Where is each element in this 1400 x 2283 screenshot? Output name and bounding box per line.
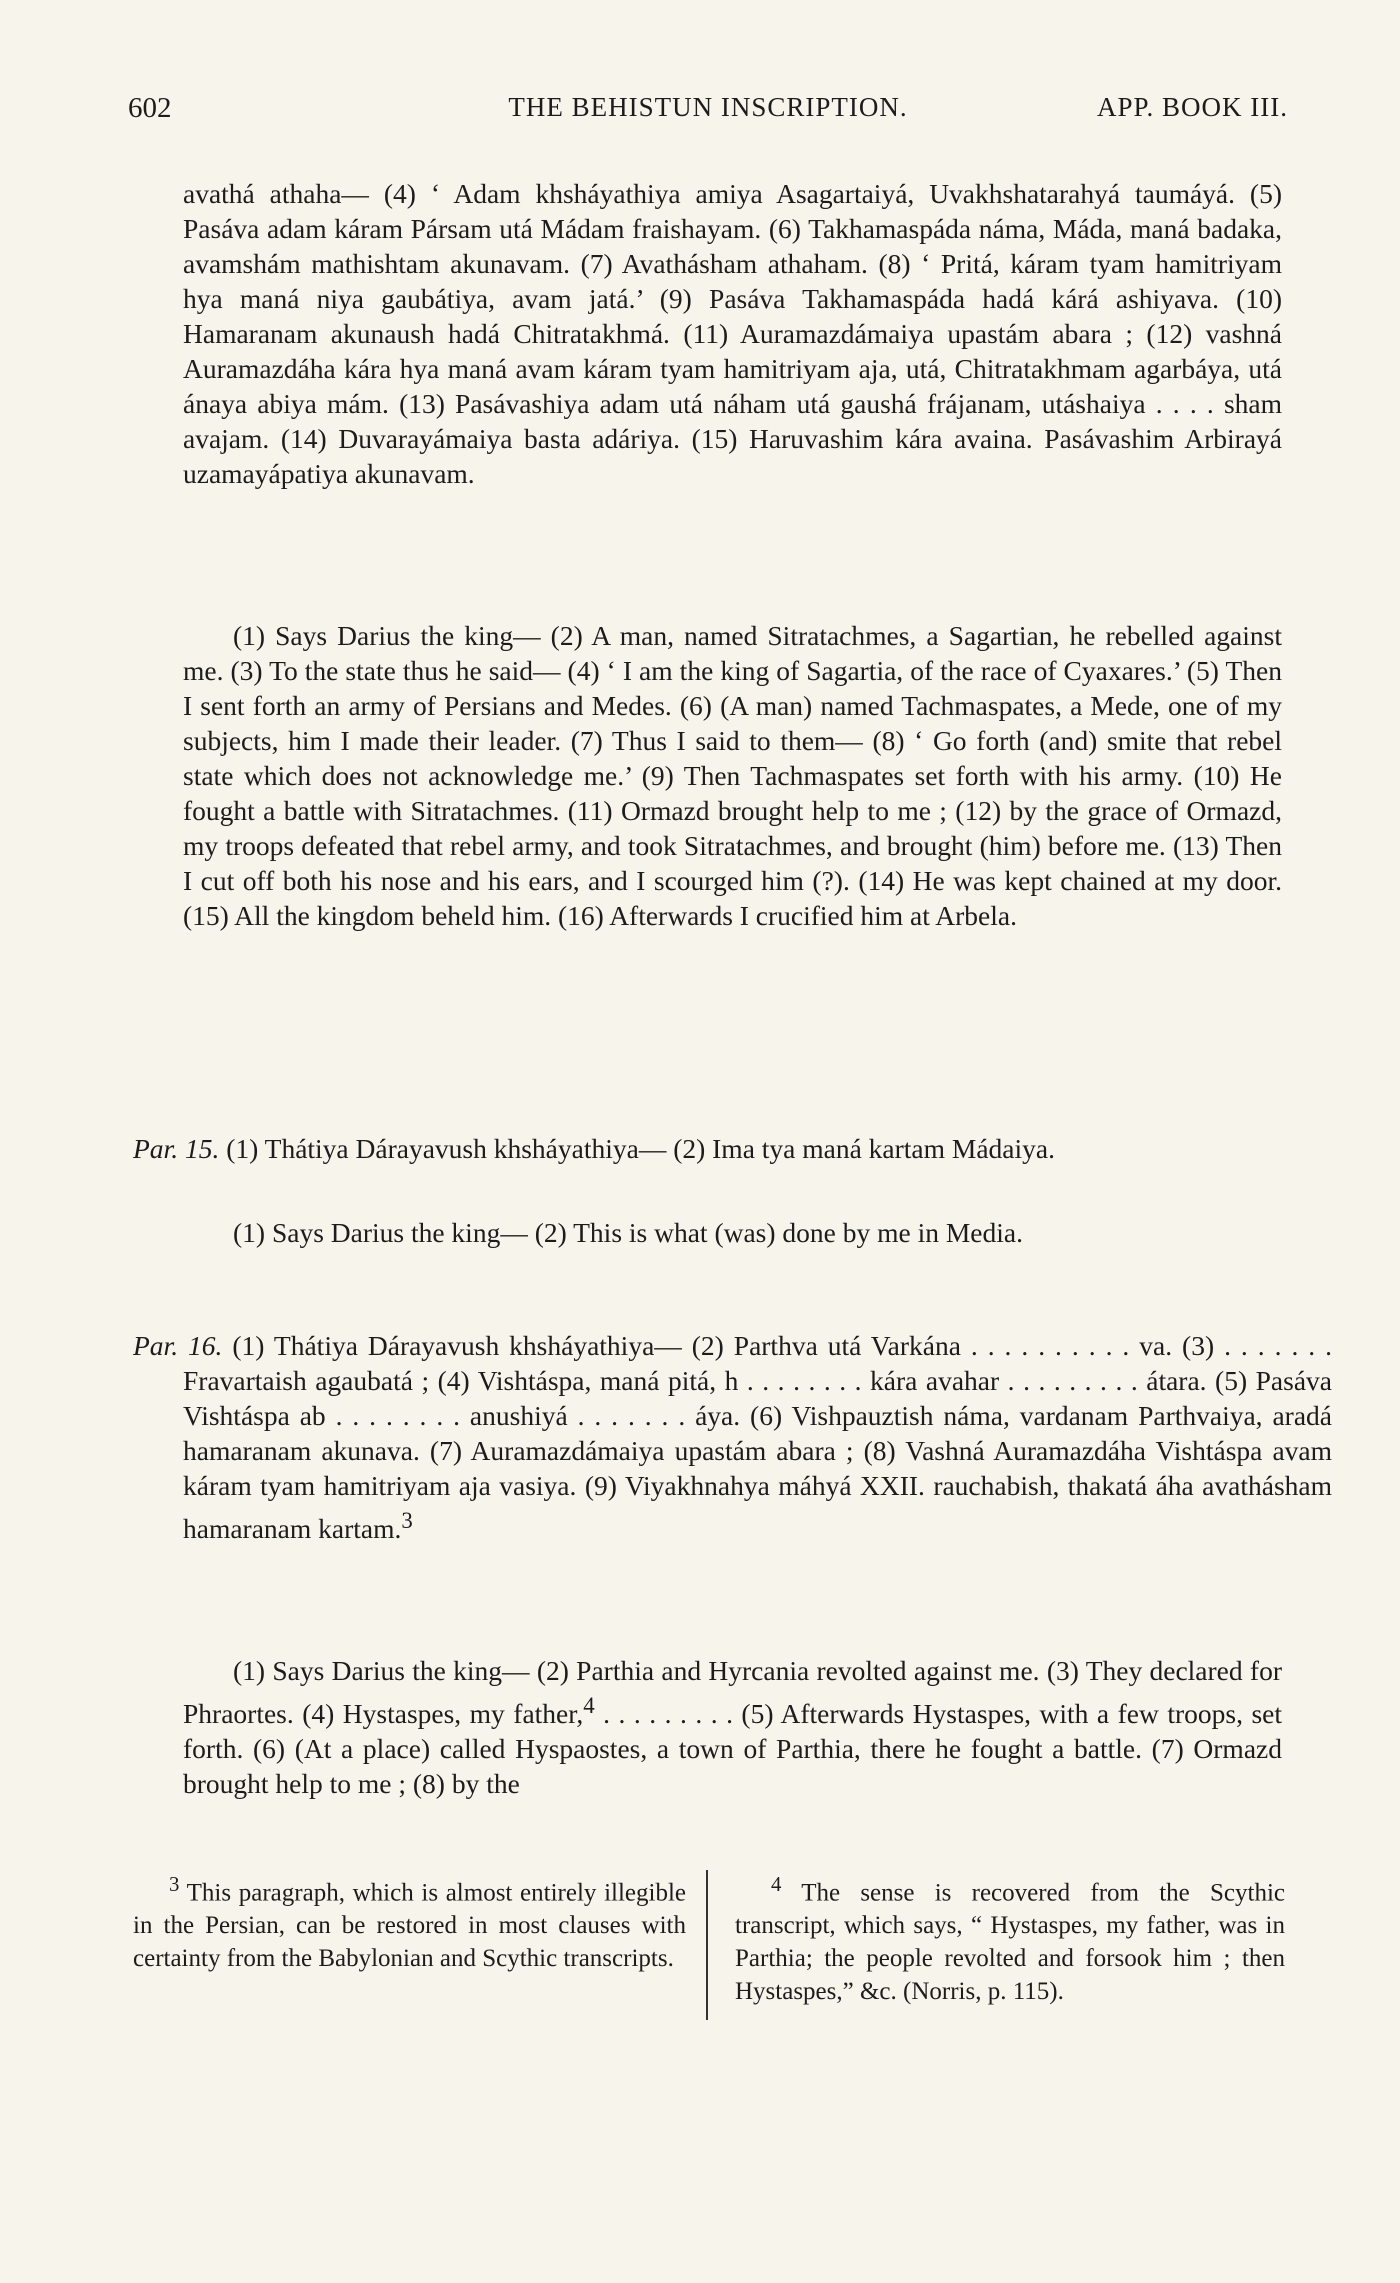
par-16-text: (1) Thátiya Dárayavush khsháyathiya— (2) Parthva utá Varkána . . . . . . . . . . va. (3) . . . . . . . Fravartaish agaubatá ; (4) Vishtáspa, maná pitá, h . . . . . . . . kára avahar . . . . . . . . . átara. (5) Pasáva Vishtáspa ab . . . . . . . . anushiyá . . . . . . . áya. (6) Vishpauztish náma, vardanam Parthvaiya, aradá hamaranam akunava. (7) Auramazdámaiya upastám abara ; (8) Vashná Auramazdáha Vishtáspa avam káram tyam hamitriyam aja vasiya. (9) Viyakhnahya máhyá XXII. rauchabish, thakatá áha avathásham hamaranam kartam. (183, 1330, 1332, 1545)
footnote-4 (735, 1868, 1285, 2008)
footnote-ref-3[interactable]: 3 (401, 1508, 413, 1533)
footnote-ref-4[interactable]: 4 (583, 1693, 595, 1718)
transliteration-par-15 (133, 1131, 1332, 1166)
footnote-4-text: The sense is recovered from the Scythic transcript, which says, “ Hystaspes, my father, was in Parthia; the people revolted and forsook him ; then Hystaspes,” &c. (Norris, p. 115). (735, 1879, 1285, 2006)
footnote-3 (133, 1868, 686, 1975)
par-16-label: Par. 16. (133, 1330, 223, 1361)
transliteration-par-14: avathá athaha— (4) ‘ Adam khsháyathiya amiya Asagartaiyá, Uvakhshatarahyá taumáyá. (5) Pasáva adam káram Pársam utá Mádam fraishayam. (6) Takhamaspáda náma, Máda, maná badaka, avamshám mathishtam akunavam. (7) Avathásham athaham. (8) ‘ Pritá, káram tyam hamitriyam hya maná niya gaubátiya, avam jatá.’ (9) Pasáva Takhamaspáda hadá kárá ashiyava. (10) Hamaranam akunaush hadá Chitratakhmá. (11) Auramazdámaiya upastám abara ; (12) vashná Auramazdáha kára hya maná avam káram tyam hamitriyam aja, utá, Chitratakhmam agarbáya, utá ánaya abiya mám. (13) Pasávashiya adam utá náham utá gaushá frájanam, utáshaiya . . . . sham avajam. (14) Duvarayámaiya basta adáriya. (15) Haruvashim kára avaina. Pasávashim Arbirayá uzamayápatiya akunavam. (183, 178, 1282, 489)
page-number: 602 (128, 92, 172, 124)
translation-par-16 (183, 1653, 1282, 1801)
footnote-4-marker: 4 (771, 1872, 782, 1896)
par-15-label: Par. 15. (133, 1133, 220, 1164)
translation-16-part-a: (1) Says Darius the king— (2) Parthia and Hyrcania revolted against me. (3) They declared for Phraortes. (4) Hystaspes, my father, (183, 1655, 1282, 1730)
section-reference: APP. BOOK III. (1096, 92, 1288, 122)
transliteration-par-16 (133, 1328, 1332, 1546)
translation-par-15: (1) Says Darius the king— (2) This is what (was) done by me in Media. (233, 1217, 1023, 1248)
page-header (128, 92, 1288, 132)
running-title: THE BEHISTUN INSCRIPTION. (508, 92, 908, 122)
footnote-3-text: This paragraph, which is almost entirely illegible in the Persian, can be restored in most clauses with certainty from the Babylonian and Scythic transcripts. (133, 1879, 686, 1973)
footnote-3-marker: 3 (169, 1872, 180, 1896)
translation-16-part-b: . . . . . . . . . (5) Afterwards Hystaspes, with a few troops, set forth. (6) (At a place) called Hyspaostes, a town of Parthia, there he fought a battle. (7) Ormazd brought help to me ; (8) by the (183, 1698, 1282, 1800)
par-15-text: (1) Thátiya Dárayavush khsháyathiya— (2) Ima tya maná kartam Mádaiya. (226, 1133, 1055, 1164)
translation-par-14: (1) Says Darius the king— (2) A man, named Sitratachmes, a Sagartian, he rebelled against me. (3) To the state thus he said— (4) ‘ I am the king of Sagartia, of the race of Cyaxares.’ (5) Then I sent forth an army of Persians and Medes. (6) (A man) named Tachmaspates, a Mede, one of my subjects, him I made their leader. (7) Thus I said to them— (8) ‘ Go forth (and) smite that rebel state which does not acknowledge me.’ (9) Then Tachmaspates set forth with his army. (10) He fought a battle with Sitratachmes. (11) Ormazd brought help to me ; (12) by the grace of Ormazd, my troops defeated that rebel army, and took Sitratachmes, and brought (him) before me. (13) Then I cut off both his nose and his ears, and I scourged him (?). (14) He was kept chained at my door. (15) All the kingdom beheld him. (16) Afterwards I crucified him at Arbela. (183, 620, 1282, 931)
footnote-column-divider (706, 1870, 708, 2020)
